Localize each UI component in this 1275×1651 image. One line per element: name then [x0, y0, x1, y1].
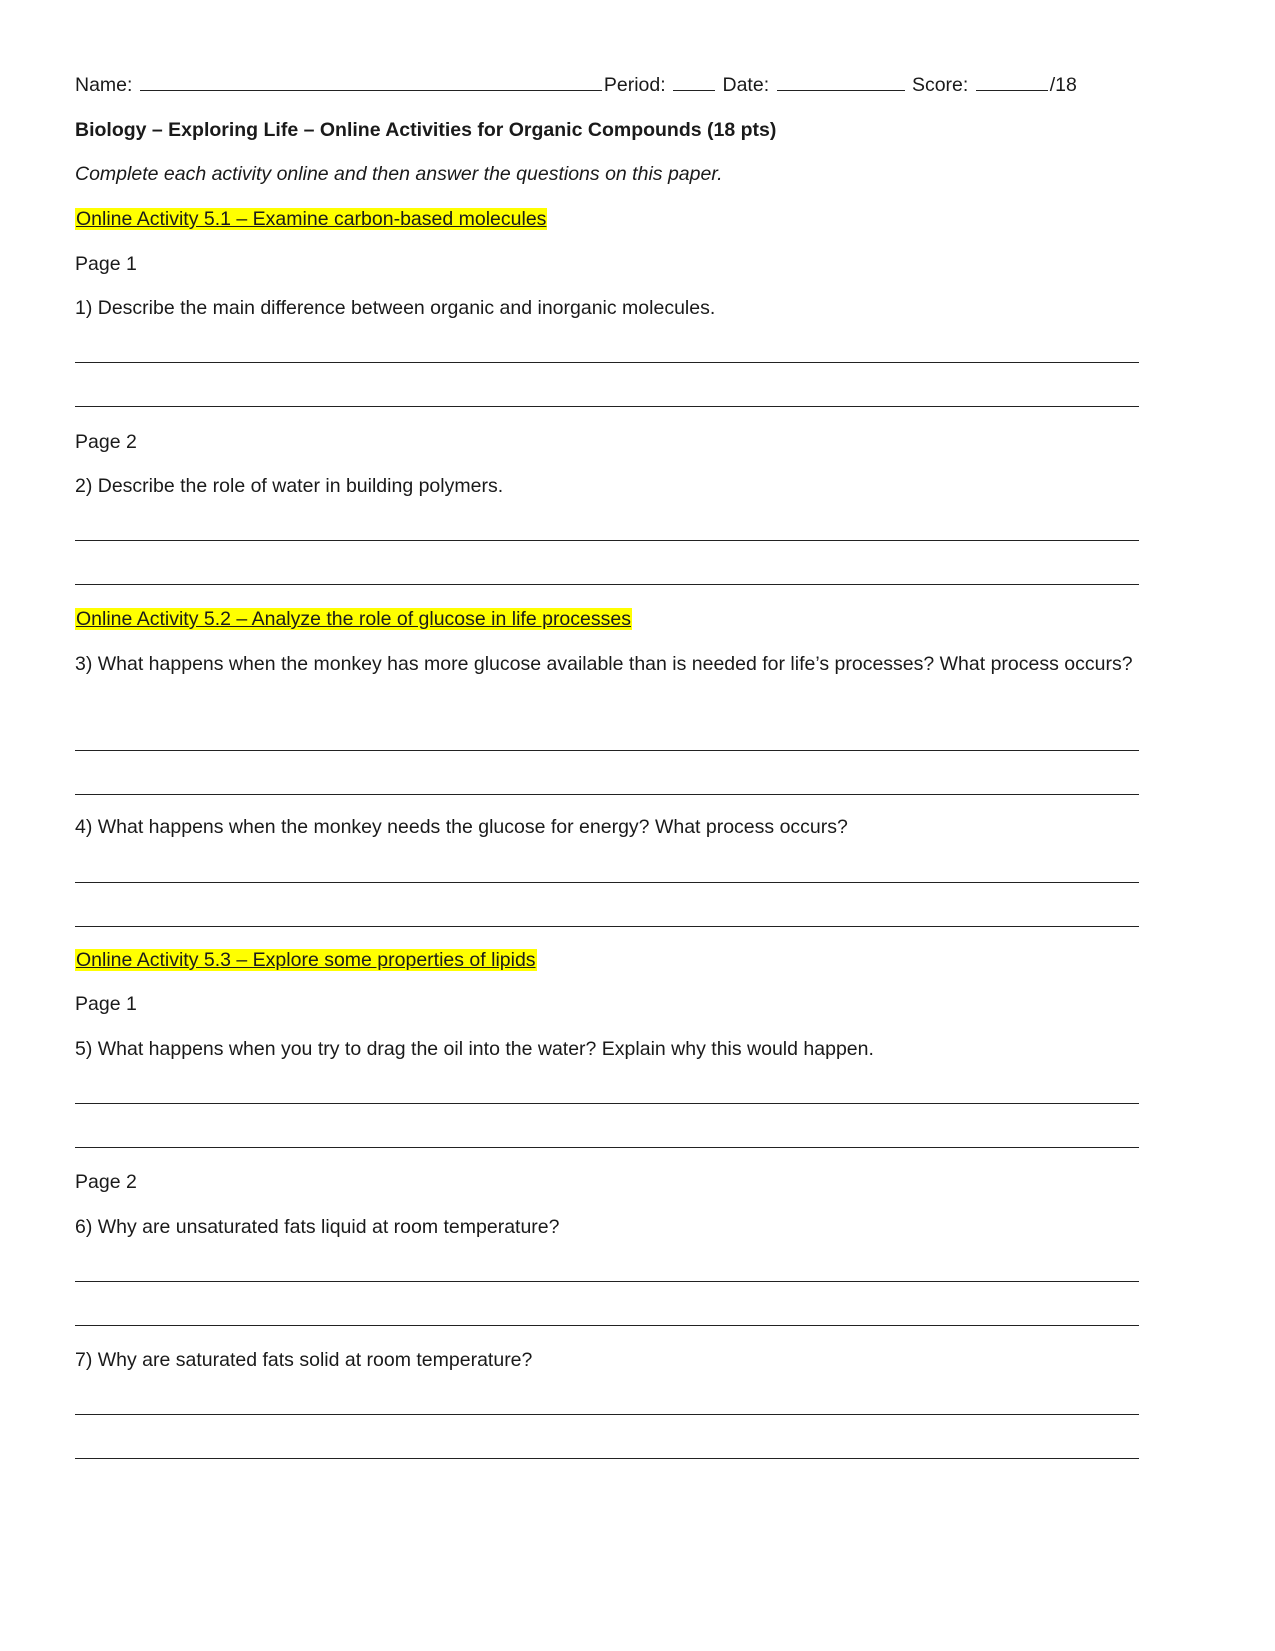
date-label: Date: [722, 74, 770, 96]
answer-line-q5-b[interactable] [75, 1147, 1139, 1148]
score-total: /18 [1049, 74, 1077, 96]
score-blank[interactable] [976, 72, 1048, 91]
activity-5-2-heading[interactable]: Online Activity 5.2 – Analyze the role of glucose in life processes [76, 608, 631, 630]
answer-line-q1-a[interactable] [75, 362, 1139, 363]
name-blank[interactable] [140, 72, 602, 91]
answer-line-q3-b[interactable] [75, 794, 1139, 795]
header-row [75, 72, 1077, 97]
period-label: Period: [603, 74, 666, 96]
question-6: 6) Why are unsaturated fats liquid at room temperature? [75, 1216, 560, 1238]
question-4: 4) What happens when the monkey needs the glucose for energy? What process occurs? [75, 816, 848, 838]
question-3: 3) What happens when the monkey has more glucose available than is needed for life’s processes? What process occurs? [75, 653, 1133, 675]
activity-5-1-page-1-label: Page 1 [75, 253, 137, 275]
answer-line-q3-a[interactable] [75, 750, 1139, 751]
activity-5-3-page-1-label: Page 1 [75, 993, 137, 1015]
answer-line-q7-b[interactable] [75, 1458, 1139, 1459]
answer-line-q7-a[interactable] [75, 1414, 1139, 1415]
name-label: Name: [75, 74, 133, 96]
score-label: Score: [911, 74, 969, 96]
date-blank[interactable] [777, 72, 905, 91]
activity-5-1-page-2-label: Page 2 [75, 431, 137, 453]
instructions: Complete each activity online and then answer the questions on this paper. [75, 163, 723, 185]
question-5: 5) What happens when you try to drag the oil into the water? Explain why this would happen. [75, 1038, 874, 1060]
answer-line-q2-a[interactable] [75, 540, 1139, 541]
answer-line-q4-a[interactable] [75, 882, 1139, 883]
activity-5-3-heading[interactable]: Online Activity 5.3 – Explore some properties of lipids [76, 949, 536, 971]
period-blank[interactable] [673, 72, 715, 91]
answer-line-q4-b[interactable] [75, 926, 1139, 927]
answer-line-q2-b[interactable] [75, 584, 1139, 585]
activity-5-3-page-2-label: Page 2 [75, 1171, 137, 1193]
answer-line-q1-b[interactable] [75, 406, 1139, 407]
answer-line-q6-a[interactable] [75, 1281, 1139, 1282]
question-2: 2) Describe the role of water in building polymers. [75, 475, 504, 497]
answer-line-q6-b[interactable] [75, 1325, 1139, 1326]
worksheet-title: Biology – Exploring Life – Online Activities for Organic Compounds (18 pts) [75, 119, 777, 141]
question-1: 1) Describe the main difference between organic and inorganic molecules. [75, 297, 716, 319]
answer-line-q5-a[interactable] [75, 1103, 1139, 1104]
activity-5-1-heading[interactable]: Online Activity 5.1 – Examine carbon-based molecules [76, 208, 547, 230]
question-7: 7) Why are saturated fats solid at room temperature? [75, 1349, 533, 1371]
